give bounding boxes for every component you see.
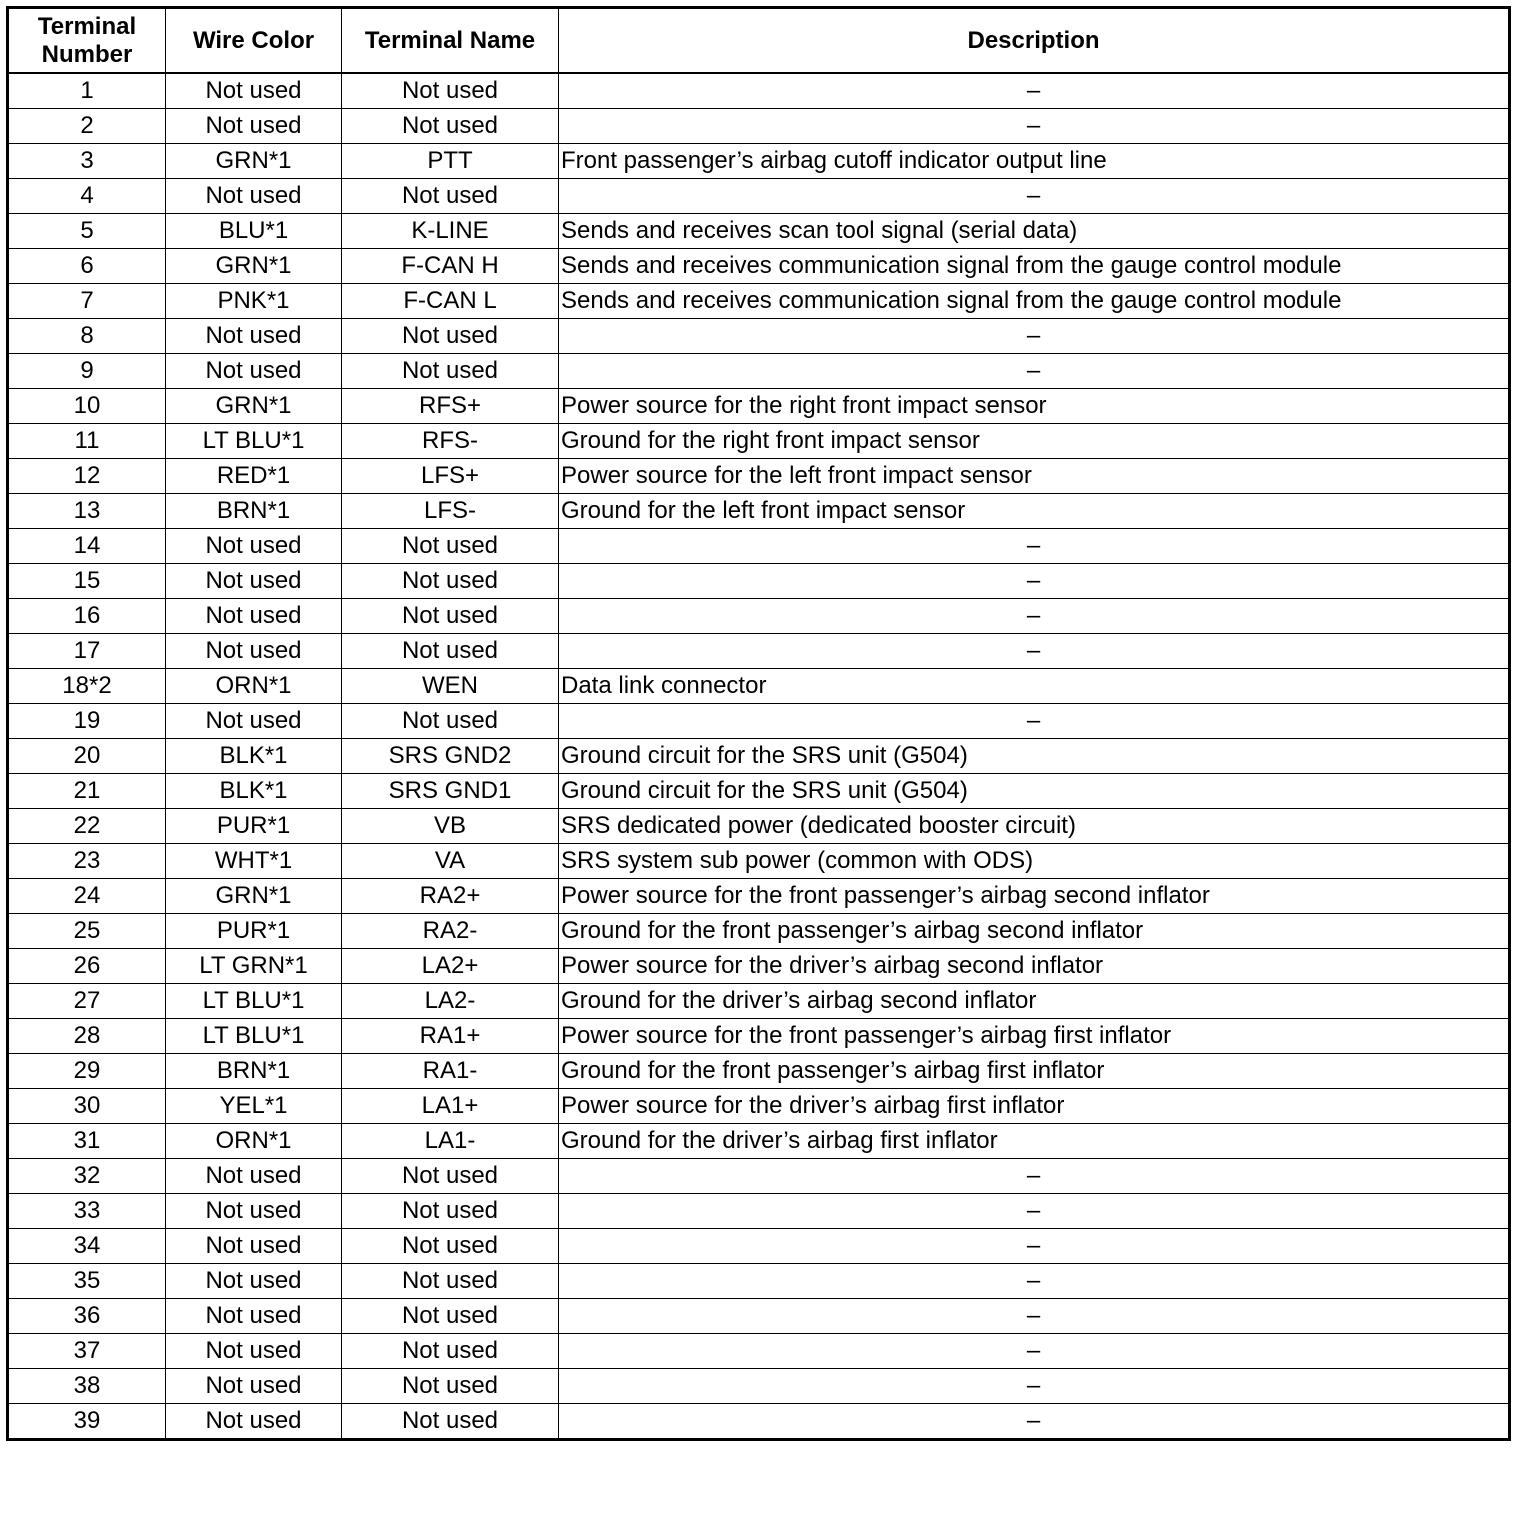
terminal-number-cell: 37 [8, 1334, 166, 1369]
table-row [8, 1019, 1510, 1054]
terminal-number-cell: 3 [8, 144, 166, 179]
wire-color-cell: YEL*1 [166, 1089, 342, 1124]
wire-color-cell: Not used [166, 634, 342, 669]
wire-color-cell: Not used [166, 704, 342, 739]
table-row [8, 669, 1510, 704]
wire-color-cell: BLK*1 [166, 739, 342, 774]
wire-color-cell: WHT*1 [166, 844, 342, 879]
terminal-name-cell: LA1+ [342, 1089, 559, 1124]
description-cell: – [559, 109, 1510, 144]
description-cell: – [559, 73, 1510, 109]
terminal-name-cell: LFS- [342, 494, 559, 529]
terminal-name-cell: Not used [342, 1229, 559, 1264]
description-cell: – [559, 599, 1510, 634]
wire-color-cell: Not used [166, 1369, 342, 1404]
terminal-name-cell: WEN [342, 669, 559, 704]
terminal-name-cell: RFS+ [342, 389, 559, 424]
terminal-number-cell: 7 [8, 284, 166, 319]
terminal-name-cell: Not used [342, 109, 559, 144]
terminal-number-cell: 39 [8, 1404, 166, 1440]
terminal-name-cell: Not used [342, 1369, 559, 1404]
terminal-number-cell: 28 [8, 1019, 166, 1054]
table-row [8, 844, 1510, 879]
terminal-name-cell: Not used [342, 179, 559, 214]
wire-color-cell: BLU*1 [166, 214, 342, 249]
terminal-name-cell: Not used [342, 354, 559, 389]
wire-color-cell: BLK*1 [166, 774, 342, 809]
table-row [8, 1264, 1510, 1299]
wire-color-cell: RED*1 [166, 459, 342, 494]
wire-color-cell: LT BLU*1 [166, 1019, 342, 1054]
table-body [8, 73, 1510, 1440]
terminal-name-cell: Not used [342, 1334, 559, 1369]
description-cell: SRS system sub power (common with ODS) [559, 844, 1510, 879]
terminal-name-cell: VB [342, 809, 559, 844]
table-row [8, 914, 1510, 949]
terminal-name-cell: K-LINE [342, 214, 559, 249]
table-row [8, 529, 1510, 564]
terminal-name-cell: Not used [342, 634, 559, 669]
description-cell: – [559, 529, 1510, 564]
wire-color-cell: PNK*1 [166, 284, 342, 319]
table-row [8, 319, 1510, 354]
terminal-name-cell: RA1+ [342, 1019, 559, 1054]
terminal-number-cell: 26 [8, 949, 166, 984]
terminal-number-cell: 2 [8, 109, 166, 144]
terminal-name-cell: F-CAN H [342, 249, 559, 284]
wire-color-cell: Not used [166, 73, 342, 109]
wire-color-cell: ORN*1 [166, 1124, 342, 1159]
description-cell: Ground for the front passenger’s airbag first inflator [559, 1054, 1510, 1089]
table-row [8, 459, 1510, 494]
terminal-number-cell: 33 [8, 1194, 166, 1229]
terminal-number-cell: 30 [8, 1089, 166, 1124]
description-cell: – [559, 1334, 1510, 1369]
table-row [8, 809, 1510, 844]
wire-color-cell: Not used [166, 1334, 342, 1369]
terminal-number-cell: 17 [8, 634, 166, 669]
description-cell: Power source for the front passenger’s airbag first inflator [559, 1019, 1510, 1054]
terminal-name-cell: LFS+ [342, 459, 559, 494]
terminal-name-cell: RA2+ [342, 879, 559, 914]
terminal-table [6, 6, 1511, 1441]
header-terminal-number-label: Terminal Number [37, 12, 137, 68]
terminal-name-cell: RA2- [342, 914, 559, 949]
terminal-number-cell: 29 [8, 1054, 166, 1089]
description-cell: – [559, 1194, 1510, 1229]
table-row [8, 879, 1510, 914]
terminal-number-cell: 9 [8, 354, 166, 389]
description-cell: – [559, 1159, 1510, 1194]
description-cell: Ground for the front passenger’s airbag second inflator [559, 914, 1510, 949]
description-cell: – [559, 634, 1510, 669]
table-row [8, 1159, 1510, 1194]
wire-color-cell: Not used [166, 529, 342, 564]
table-row [8, 1369, 1510, 1404]
terminal-number-cell: 27 [8, 984, 166, 1019]
terminal-number-cell: 5 [8, 214, 166, 249]
terminal-name-cell: LA2- [342, 984, 559, 1019]
wire-color-cell: PUR*1 [166, 809, 342, 844]
table-row [8, 494, 1510, 529]
terminal-name-cell: Not used [342, 1299, 559, 1334]
wire-color-cell: GRN*1 [166, 249, 342, 284]
table-row [8, 144, 1510, 179]
wire-color-cell: Not used [166, 179, 342, 214]
description-cell: – [559, 1404, 1510, 1440]
table-row [8, 1089, 1510, 1124]
table-row [8, 249, 1510, 284]
table-row [8, 179, 1510, 214]
description-cell: Ground for the left front impact sensor [559, 494, 1510, 529]
table-row [8, 984, 1510, 1019]
terminal-number-cell: 38 [8, 1369, 166, 1404]
wire-color-cell: Not used [166, 319, 342, 354]
table-row [8, 774, 1510, 809]
terminal-number-cell: 35 [8, 1264, 166, 1299]
wire-color-cell: GRN*1 [166, 879, 342, 914]
terminal-number-cell: 36 [8, 1299, 166, 1334]
table-row [8, 949, 1510, 984]
table-row [8, 1334, 1510, 1369]
terminal-number-cell: 12 [8, 459, 166, 494]
table-row [8, 284, 1510, 319]
table-row [8, 424, 1510, 459]
table-row [8, 704, 1510, 739]
table-row [8, 354, 1510, 389]
table-row [8, 599, 1510, 634]
table-header-row [8, 8, 1510, 74]
terminal-number-cell: 22 [8, 809, 166, 844]
description-cell: Ground for the driver’s airbag first inflator [559, 1124, 1510, 1159]
table-row [8, 1404, 1510, 1440]
terminal-number-cell: 4 [8, 179, 166, 214]
terminal-name-cell: Not used [342, 319, 559, 354]
wire-color-cell: Not used [166, 109, 342, 144]
table-row [8, 109, 1510, 144]
wire-color-cell: LT BLU*1 [166, 424, 342, 459]
terminal-number-cell: 13 [8, 494, 166, 529]
description-cell: Power source for the right front impact sensor [559, 389, 1510, 424]
wire-color-cell: Not used [166, 564, 342, 599]
header-description: Description [559, 8, 1510, 74]
terminal-number-cell: 31 [8, 1124, 166, 1159]
description-cell: Data link connector [559, 669, 1510, 704]
wire-color-cell: ORN*1 [166, 669, 342, 704]
wire-color-cell: LT GRN*1 [166, 949, 342, 984]
terminal-number-cell: 10 [8, 389, 166, 424]
terminal-number-cell: 24 [8, 879, 166, 914]
terminal-table-container [6, 6, 1511, 1441]
wire-color-cell: Not used [166, 599, 342, 634]
terminal-number-cell: 15 [8, 564, 166, 599]
terminal-name-cell: PTT [342, 144, 559, 179]
table-row [8, 389, 1510, 424]
description-cell: Front passenger’s airbag cutoff indicator output line [559, 144, 1510, 179]
wire-color-cell: LT BLU*1 [166, 984, 342, 1019]
terminal-number-cell: 23 [8, 844, 166, 879]
table-row [8, 1299, 1510, 1334]
terminal-number-cell: 18*2 [8, 669, 166, 704]
wire-color-cell: PUR*1 [166, 914, 342, 949]
terminal-number-cell: 16 [8, 599, 166, 634]
terminal-name-cell: Not used [342, 564, 559, 599]
description-cell: – [559, 354, 1510, 389]
description-cell: – [559, 319, 1510, 354]
table-row [8, 634, 1510, 669]
description-cell: – [559, 1369, 1510, 1404]
terminal-name-cell: RA1- [342, 1054, 559, 1089]
wire-color-cell: Not used [166, 1159, 342, 1194]
wire-color-cell: Not used [166, 1194, 342, 1229]
terminal-name-cell: LA2+ [342, 949, 559, 984]
terminal-number-cell: 19 [8, 704, 166, 739]
terminal-number-cell: 25 [8, 914, 166, 949]
table-row [8, 1194, 1510, 1229]
header-wire-color: Wire Color [166, 8, 342, 74]
wire-color-cell: BRN*1 [166, 494, 342, 529]
table-row [8, 214, 1510, 249]
description-cell: Ground for the right front impact sensor [559, 424, 1510, 459]
description-cell: Ground circuit for the SRS unit (G504) [559, 774, 1510, 809]
description-cell: Sends and receives scan tool signal (serial data) [559, 214, 1510, 249]
header-terminal-number [8, 8, 166, 74]
table-row [8, 1229, 1510, 1264]
description-cell: Sends and receives communication signal from the gauge control module [559, 284, 1510, 319]
terminal-number-cell: 1 [8, 73, 166, 109]
description-cell: Power source for the left front impact sensor [559, 459, 1510, 494]
description-cell: – [559, 1229, 1510, 1264]
wire-color-cell: Not used [166, 1264, 342, 1299]
terminal-name-cell: LA1- [342, 1124, 559, 1159]
description-cell: – [559, 564, 1510, 599]
terminal-number-cell: 14 [8, 529, 166, 564]
terminal-name-cell: Not used [342, 1404, 559, 1440]
terminal-name-cell: Not used [342, 704, 559, 739]
terminal-name-cell: SRS GND1 [342, 774, 559, 809]
description-cell: Power source for the front passenger’s airbag second inflator [559, 879, 1510, 914]
terminal-number-cell: 34 [8, 1229, 166, 1264]
description-cell: Sends and receives communication signal from the gauge control module [559, 249, 1510, 284]
description-cell: Ground for the driver’s airbag second inflator [559, 984, 1510, 1019]
wire-color-cell: Not used [166, 1404, 342, 1440]
wire-color-cell: Not used [166, 1229, 342, 1264]
terminal-number-cell: 20 [8, 739, 166, 774]
terminal-name-cell: VA [342, 844, 559, 879]
terminal-name-cell: Not used [342, 1264, 559, 1299]
terminal-name-cell: Not used [342, 73, 559, 109]
wire-color-cell: GRN*1 [166, 389, 342, 424]
terminal-number-cell: 32 [8, 1159, 166, 1194]
terminal-name-cell: SRS GND2 [342, 739, 559, 774]
table-row [8, 1054, 1510, 1089]
table-row [8, 73, 1510, 109]
wire-color-cell: GRN*1 [166, 144, 342, 179]
description-cell: – [559, 1299, 1510, 1334]
terminal-number-cell: 8 [8, 319, 166, 354]
terminal-number-cell: 21 [8, 774, 166, 809]
description-cell: – [559, 704, 1510, 739]
terminal-number-cell: 11 [8, 424, 166, 459]
description-cell: SRS dedicated power (dedicated booster circuit) [559, 809, 1510, 844]
terminal-name-cell: Not used [342, 1159, 559, 1194]
terminal-number-cell: 6 [8, 249, 166, 284]
description-cell: Power source for the driver’s airbag first inflator [559, 1089, 1510, 1124]
wire-color-cell: BRN*1 [166, 1054, 342, 1089]
header-terminal-name: Terminal Name [342, 8, 559, 74]
description-cell: Power source for the driver’s airbag second inflator [559, 949, 1510, 984]
terminal-name-cell: Not used [342, 529, 559, 564]
wire-color-cell: Not used [166, 354, 342, 389]
table-row [8, 1124, 1510, 1159]
terminal-name-cell: Not used [342, 1194, 559, 1229]
description-cell: – [559, 179, 1510, 214]
wire-color-cell: Not used [166, 1299, 342, 1334]
table-row [8, 564, 1510, 599]
terminal-name-cell: RFS- [342, 424, 559, 459]
terminal-name-cell: Not used [342, 599, 559, 634]
table-row [8, 739, 1510, 774]
description-cell: Ground circuit for the SRS unit (G504) [559, 739, 1510, 774]
terminal-name-cell: F-CAN L [342, 284, 559, 319]
description-cell: – [559, 1264, 1510, 1299]
